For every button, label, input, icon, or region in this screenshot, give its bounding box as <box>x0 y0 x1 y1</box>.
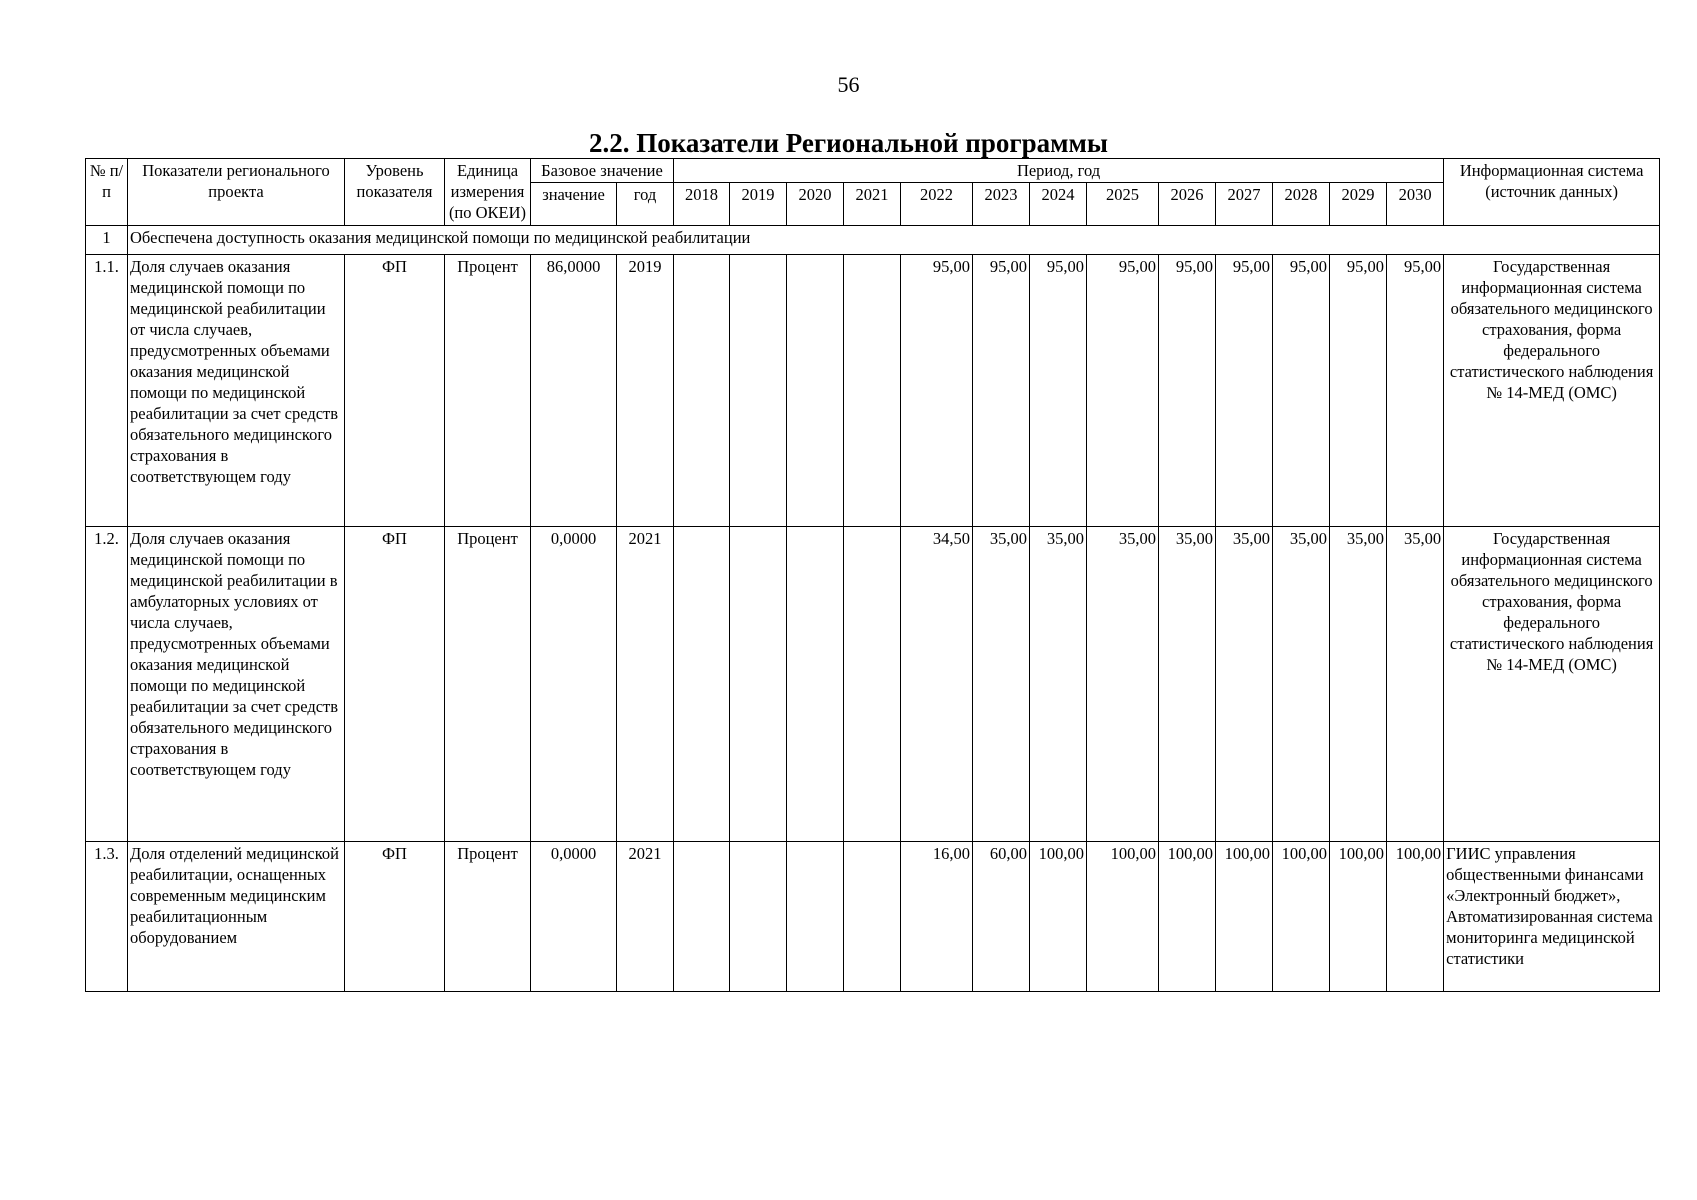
header-year: 2018 <box>674 183 730 226</box>
row-value: 100,00 <box>1087 842 1159 992</box>
row-value <box>674 255 730 527</box>
row-indicator: Доля отделений медицинской реабилитации, оснащенных современным медицинским реабилитационным оборудованием <box>128 842 345 992</box>
row-value <box>787 527 844 842</box>
row-value <box>844 842 901 992</box>
row-num: 1.1. <box>86 255 128 527</box>
header-period: Период, год <box>674 159 1444 183</box>
section-row <box>86 226 1660 255</box>
row-value <box>844 255 901 527</box>
row-value: 100,00 <box>1330 842 1387 992</box>
row-indicator: Доля случаев оказания медицинской помощи по медицинской реабилитации от числа случаев, предусмотренных объемами оказания медицинской помощи по медицинской реабилитации за счет средств обязательного медицинского страхования в соответствующем году <box>128 255 345 527</box>
row-base-year: 2021 <box>617 527 674 842</box>
row-indicator: Доля случаев оказания медицинской помощи по медицинской реабилитации в амбулаторных условиях от числа случаев, предусмотренных объемами оказания медицинской помощи по медицинской реабилитации за счет средств обязательного медицинского страхования в соответствующем году <box>128 527 345 842</box>
row-value: 95,00 <box>973 255 1030 527</box>
row-value: 100,00 <box>1159 842 1216 992</box>
header-year: 2030 <box>1387 183 1444 226</box>
row-value <box>730 842 787 992</box>
row-base-year: 2019 <box>617 255 674 527</box>
header-year: 2027 <box>1216 183 1273 226</box>
row-value: 35,00 <box>1216 527 1273 842</box>
row-value <box>844 527 901 842</box>
row-value: 100,00 <box>1387 842 1444 992</box>
row-level: ФП <box>345 255 445 527</box>
header-year: 2022 <box>901 183 973 226</box>
row-source: ГИИС управления общественными финансами «Электронный бюджет», Автоматизированная система мониторинга медицинской статистики <box>1444 842 1660 992</box>
row-value: 100,00 <box>1216 842 1273 992</box>
row-base-value: 86,0000 <box>531 255 617 527</box>
row-value: 16,00 <box>901 842 973 992</box>
row-base-year: 2021 <box>617 842 674 992</box>
row-value <box>730 255 787 527</box>
table-row <box>86 255 1660 527</box>
row-source: Государственная информационная система обязательного медицинского страхования, форма федерального статистического наблюдения № 14-МЕД (ОМС) <box>1444 527 1660 842</box>
header-num: № п/п <box>86 159 128 226</box>
header-year: 2026 <box>1159 183 1216 226</box>
row-value: 35,00 <box>1030 527 1087 842</box>
table-row <box>86 527 1660 842</box>
header-indicator: Показатели регионального проекта <box>128 159 345 226</box>
row-value: 35,00 <box>1273 527 1330 842</box>
header-year: 2029 <box>1330 183 1387 226</box>
row-value: 95,00 <box>1030 255 1087 527</box>
row-value <box>674 527 730 842</box>
header-year: 2025 <box>1087 183 1159 226</box>
section-num: 1 <box>86 226 128 255</box>
header-year: 2023 <box>973 183 1030 226</box>
row-value <box>787 842 844 992</box>
row-unit: Процент <box>445 255 531 527</box>
indicators-table <box>85 158 1660 992</box>
row-value: 34,50 <box>901 527 973 842</box>
row-base-value: 0,0000 <box>531 527 617 842</box>
row-value: 35,00 <box>973 527 1030 842</box>
header-base-year: год <box>617 183 674 226</box>
row-base-value: 0,0000 <box>531 842 617 992</box>
row-unit: Процент <box>445 842 531 992</box>
page-number: 56 <box>837 72 860 97</box>
header-year: 2019 <box>730 183 787 226</box>
header-base-value: значение <box>531 183 617 226</box>
row-value <box>730 527 787 842</box>
row-value: 35,00 <box>1330 527 1387 842</box>
header-level: Уровень показателя <box>345 159 445 226</box>
header-year: 2024 <box>1030 183 1087 226</box>
section-title: Обеспечена доступность оказания медицинской помощи по медицинской реабилитации <box>128 226 1660 255</box>
row-unit: Процент <box>445 527 531 842</box>
row-value: 95,00 <box>1330 255 1387 527</box>
row-num: 1.3. <box>86 842 128 992</box>
row-value: 95,00 <box>1216 255 1273 527</box>
row-value: 95,00 <box>901 255 973 527</box>
header-base: Базовое значение <box>531 159 674 183</box>
row-value: 95,00 <box>1273 255 1330 527</box>
header-year: 2028 <box>1273 183 1330 226</box>
row-source: Государственная информационная система обязательного медицинского страхования, форма федерального статистического наблюдения № 14-МЕД (ОМС) <box>1444 255 1660 527</box>
row-num: 1.2. <box>86 527 128 842</box>
row-value: 35,00 <box>1159 527 1216 842</box>
row-value <box>674 842 730 992</box>
header-row-top <box>86 159 1660 183</box>
row-level: ФП <box>345 842 445 992</box>
row-level: ФП <box>345 527 445 842</box>
table-row <box>86 842 1660 992</box>
header-year: 2020 <box>787 183 844 226</box>
row-value: 35,00 <box>1087 527 1159 842</box>
header-source: Информационная система (источник данных) <box>1444 159 1660 226</box>
row-value: 100,00 <box>1273 842 1330 992</box>
header-year: 2021 <box>844 183 901 226</box>
row-value: 100,00 <box>1030 842 1087 992</box>
header-unit: Единица измерения (по ОКЕИ) <box>445 159 531 226</box>
row-value: 95,00 <box>1387 255 1444 527</box>
row-value: 60,00 <box>973 842 1030 992</box>
row-value <box>787 255 844 527</box>
row-value: 35,00 <box>1387 527 1444 842</box>
row-value: 95,00 <box>1087 255 1159 527</box>
page-title: 2.2. Показатели Региональной программы <box>589 128 1108 158</box>
row-value: 95,00 <box>1159 255 1216 527</box>
